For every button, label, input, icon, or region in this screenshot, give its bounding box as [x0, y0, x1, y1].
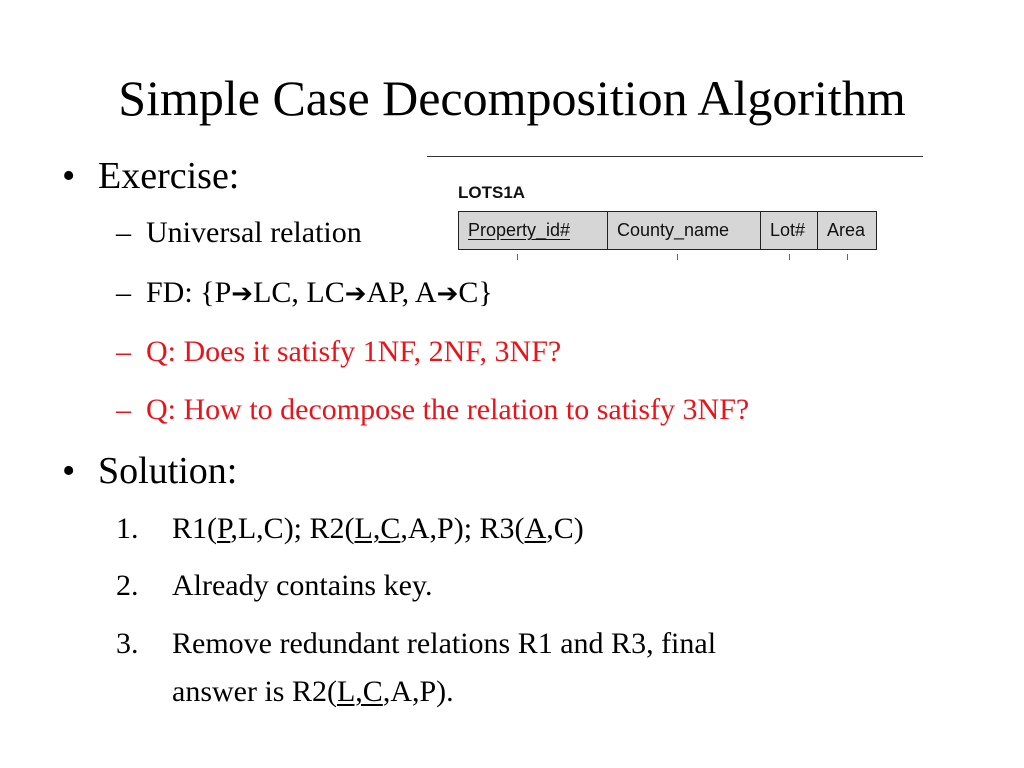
exercise-label: Exercise: [98, 155, 240, 197]
step-1-seg: ,A,P); R3( [400, 512, 525, 545]
fd-tick [789, 254, 790, 260]
attribute-cell [459, 212, 608, 249]
fd-part1: LC, LC [253, 276, 345, 309]
step-1-seg: ,L,C); R2( [230, 512, 355, 545]
arrow-right-icon: ➔ [231, 279, 254, 309]
fd-prefix: FD: {P [146, 276, 232, 309]
arrow-right-icon: ➔ [344, 279, 367, 309]
attribute-cell [608, 212, 761, 249]
step-1-seg: ,C) [546, 512, 584, 545]
attribute-name: Lot# [770, 220, 806, 240]
relation-attributes-table [458, 211, 877, 250]
key-underlined: A [524, 512, 547, 545]
relation-name: LOTS1A [458, 183, 526, 202]
step-1-text [172, 511, 584, 547]
slide-title: Simple Case Decomposition Algorithm [118, 70, 906, 126]
dash-icon: – [116, 216, 131, 249]
step-2-text: Already contains key. [172, 569, 433, 602]
fd-tick [677, 254, 678, 260]
fd-tick [517, 254, 518, 260]
figure-rule [427, 156, 923, 157]
fd-tick [847, 254, 848, 260]
step-3-line-2 [172, 674, 454, 710]
step-number: 2. [116, 569, 139, 602]
question-2-text: Q: How to decompose the relation to satisfy 3NF? [146, 393, 750, 426]
attribute-name: Area [827, 220, 866, 240]
universal-relation-text: Universal relation [146, 216, 362, 249]
bullet-icon: • [62, 450, 76, 492]
bullet-icon: • [62, 155, 76, 197]
relation-schema-figure [427, 150, 923, 268]
key-underlined: P [217, 512, 231, 545]
key-underlined: L,C [336, 675, 383, 708]
step-3-seg: ,A,P). [382, 675, 454, 708]
primary-key-attribute: Property_id# [468, 220, 571, 240]
arrow-right-icon: ➔ [436, 279, 459, 309]
dash-icon: – [116, 276, 131, 309]
dash-icon: – [116, 393, 131, 426]
step-1-seg: R1( [172, 512, 217, 545]
step-3-line-1: Remove redundant relations R1 and R3, final [172, 627, 717, 660]
solution-label: Solution: [98, 450, 238, 492]
fd-text [146, 275, 493, 312]
key-underlined: L,C [354, 512, 401, 545]
attribute-name: County_name [617, 220, 730, 240]
step-number: 1. [116, 512, 139, 545]
step-number: 3. [116, 627, 139, 660]
fd-part2: AP, A [366, 276, 437, 309]
question-1-text: Q: Does it satisfy 1NF, 2NF, 3NF? [146, 335, 562, 368]
attribute-cell [818, 212, 876, 249]
step-3-seg: answer is R2( [172, 675, 337, 708]
dash-icon: – [116, 335, 131, 368]
attribute-cell [761, 212, 818, 249]
fd-part3: C} [458, 276, 493, 309]
